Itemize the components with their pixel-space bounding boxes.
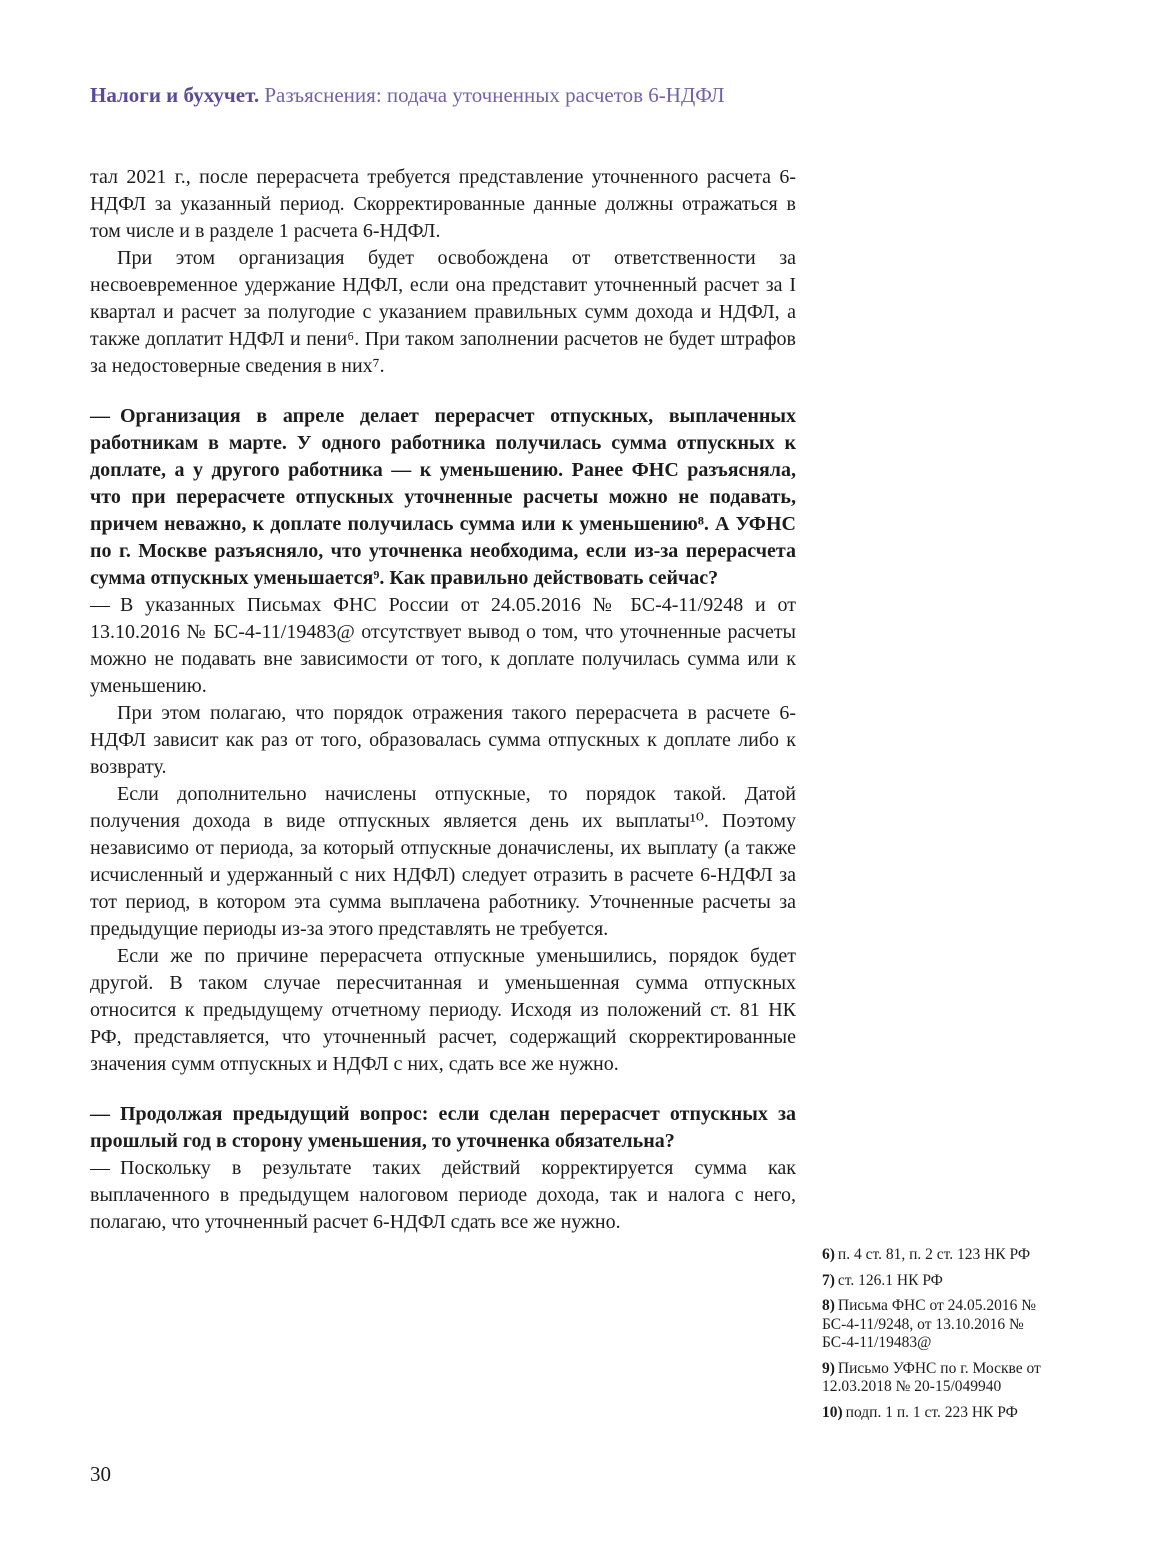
paragraph-body: Если дополнительно начислены отпускные, то порядок такой. Датой получения дохода в виде отпускных является день их выплаты¹⁰. Поэтому независимо от периода, за который отпускные доначислены, их выплату (а также исчисленный и удержанный с них НДФЛ) следует отразить в расчете 6-НДФЛ за тот период, в котором эта сумма выплачена работнику. Уточненные расчеты за предыдущие периоды из-за этого представлять не требуется. — [90, 783, 796, 940]
section-title: Разъяснения: подача уточненных расчетов 6-НДФЛ — [264, 83, 725, 107]
footnote-number: 8) — [822, 1297, 835, 1314]
footnote-text: Письмо УФНС по г. Москве от 12.03.2018 № 20-15/049940 — [822, 1359, 1041, 1395]
answer-paragraph: — Поскольку в результате таких действий корректируется сумма как выплаченного в предыдущем налоговом периоде дохода, так и налога с него, полагаю, что уточненный расчет 6-НДФЛ сдать все же нужно. — [90, 1157, 796, 1233]
article-text-column — [90, 164, 796, 1236]
footnote — [822, 1404, 1048, 1423]
paragraph-body: При этом полагаю, что порядок отражения такого перерасчета в расчете 6-НДФЛ зависит как раз от того, образовалась сумма отпускных к доплате либо к возврату. — [90, 702, 796, 778]
footnote — [822, 1360, 1048, 1397]
footnote-text: ст. 126.1 НК РФ — [837, 1271, 943, 1289]
paragraph-body: При этом организация будет освобождена от ответственности за несвоевременное удержание НДФЛ, если она представит уточненный расчет за I квартал и расчет за полугодие с указанием правильных сумм дохода и НДФЛ, а также доплатит НДФЛ и пени⁶. При таком заполнении расчетов не будет штрафов за недостоверные сведения в них⁷. — [90, 247, 796, 377]
question-paragraph: — Организация в апреле делает перерасчет отпускных, выплаченных работникам в марте. У одного работника получилась сумма отпускных к доплате, а у другого работника — к уменьшению. Ранее ФНС разъясняла, что при перерасчете отпускных уточненные расчеты можно не подавать, причем неважно, к доплате получилась сумма или к уменьшению⁸. А УФНС по г. Москве разъясняло, что уточненка необходима, если из-за перерасчета сумма отпускных уменьшается⁹. Как правильно действовать сейчас? — [90, 405, 796, 589]
footnote — [822, 1272, 1048, 1291]
footnotes-column — [822, 1246, 1048, 1429]
footnote-text: подп. 1 п. 1 ст. 223 НК РФ — [845, 1403, 1018, 1421]
footnote-number: 7) — [822, 1271, 835, 1289]
page-number: 30 — [90, 1462, 111, 1486]
footnote — [822, 1246, 1048, 1265]
footnote-text: п. 4 ст. 81, п. 2 ст. 123 НК РФ — [837, 1246, 1031, 1263]
running-head — [90, 82, 1070, 108]
answer-paragraph: — В указанных Письмах ФНС России от 24.05.2016 № БС-4-11/9248 и от 13.10.2016 № БС-4-11/19483@ отсутствует вывод о том, что уточненные расчеты можно не подавать вне зависимости от того, к доплате получилась сумма или к уменьшению. — [90, 594, 796, 697]
question-paragraph: — Продолжая предыдущий вопрос: если сделан перерасчет отпускных за прошлый год в сторону уменьшения, то уточненка обязательна? — [90, 1103, 796, 1152]
magazine-title: Налоги и бухучет. — [90, 83, 260, 107]
footnote-number: 10) — [822, 1403, 843, 1421]
footnote — [822, 1297, 1048, 1353]
footnote-number: 9) — [822, 1359, 835, 1377]
footnote-text: Письма ФНС от 24.05.2016 № БС-4-11/9248, от 13.10.2016 № БС-4-11/19483@ — [822, 1297, 1037, 1351]
paragraph-body: Если же по причине перерасчета отпускные уменьшились, порядок будет другой. В таком случае пересчитанная и уменьшенная сумма отпускных относится к предыдущему отчетному периоду. Исходя из положений ст. 81 НК РФ, представляется, что уточненный расчет, содержащий скорректированные значения сумм отпускных и НДФЛ с них, сдать все же нужно. — [90, 945, 796, 1075]
footnote-number: 6) — [822, 1246, 835, 1263]
paragraph-continuation: тал 2021 г., после перерасчета требуется представление уточненного расчета 6-НДФЛ за указанный период. Скорректированные данные должны отражаться в том числе и в разделе 1 расчета 6-НДФЛ. — [90, 166, 796, 242]
